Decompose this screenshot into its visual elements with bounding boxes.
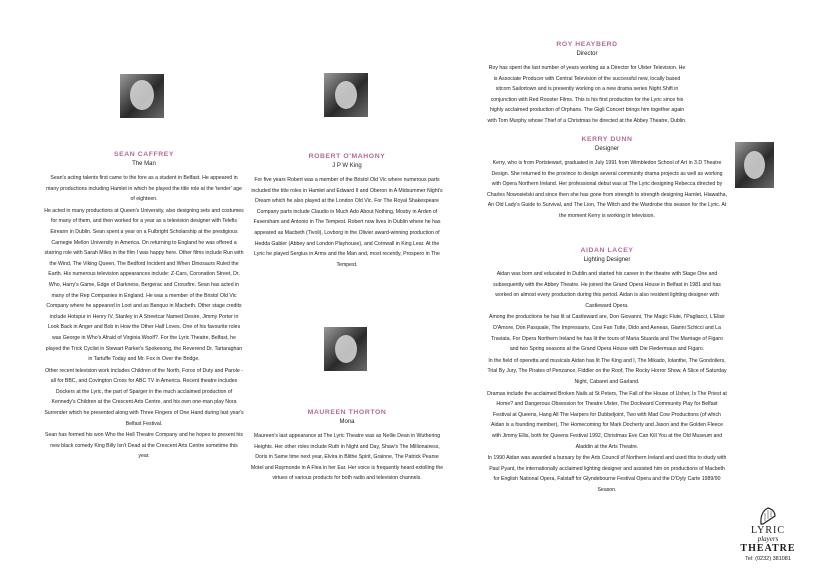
roy-heayberd-section — [487, 40, 687, 128]
robert-omahony-section — [250, 152, 444, 271]
maureen-thorton-photo — [324, 327, 367, 371]
person-role: The Man — [132, 161, 156, 167]
lyric-theatre-logo — [728, 506, 808, 564]
bio-paragraph: He acted in many productions at Queen's University, also designing sets and costumes for many of them, and then worked for a year as a television designer with Telefis Eireann in Dublin. Sean spent a year on a Fulbright Scholarship at the prestigious Carnegie Mellon University in America. On returning to England he was offered a starring role with Sarah Miles in the film I was happy here. Other films include Run with the Wind, The Viking Queen, The Bedford Incident and When Dinosaurs Ruled the Earth. His numerous television appearances include: Z-Cars, Coronation Street, Dr. Who, Harry's Game, Edge of Darkness, Bergerac and Crossfire. Sean has acted in many of the Rep Companies in England. He was a member of the Bristol Old Vic Company where he appeared in Loot and as Banquo in Macbeth. Other stage credits include Hotspur in Henry IV, Stanley in A Streetcar Named Desire, Jimmy Porter in Look Back in Anger and Bob in How the Other Half Loves. One of his favourite roles was George in Who's Afraid of Virginia Woolf?. For the Lyric Theatre, Belfast, he played the Trick Cyclist in Stewart Parker's Spokesong, the Reverend Dr. Tartaraghan in Tartuffe Today and Mr. Fox in Over the Bridge. — [44, 207, 244, 363]
bio-paragraph: For five years Robert was a member of the Bristol Old Vic where numerous parts included the title roles in Hamlet and Edward II and Oberon in A Midsummer Night's Dream which he also played at the London Old Vic. For The Royal Shakespeare Company parts include Claudio in Much Ado About Nothing, Mosby in Arden of Faversham and Antonio in The Tempest. Robert now lives in Dublin where he has appeared as Macbeth (Tivoli), Lovborg in the Olivier award-winning production of Hedda Gabler (Abbey and London Playhouse), and Cornwall in King Lear. At the Lyric he played Sergius in Arms and the Man and, most recently, Prospero in The Tempest. — [251, 177, 443, 268]
bio-paragraph: Other recent television work includes Children of the North, Force of Duty and Parole - all for BBC, and Covington Cross for ABC TV in America. Recent theatre includes Dockers at the Lyric, the part of Sparger in the much acclaimed production of Kennedy's Children at the Crescent Arts Centre, and his own one-man play Nora Surrender which he presented along with Three Fingers of One Hand during last year's Belfast Festival. — [44, 367, 244, 427]
person-name: MAUREEN THORTON — [307, 409, 387, 416]
robert-omahony-photo — [324, 73, 368, 117]
bio-paragraph: In 1990 Aidan was awarded a bursary by the Arts Council of Northern Ireland and used this to study with Paul Pyant, the internationally acclaimed lighting designer and assisted him on productions of Macbeth for English National Opera, Falstaff for Glyndebourne Festival Opera and the D'Oyly Carte 1989/90 Season. — [487, 455, 727, 493]
person-role: Lighting Designer — [583, 257, 631, 263]
bio-paragraph: In the field of operetta and musicals Aidan has lit The King and I, The Mikado, Iolanthe, The Gondoliers, Trial By Jury, The Pirates of Penzance, Fiddler on the Roof, The Rocky Horror Show, A Slice of Saturday Night, Cabaret and Garland. — [487, 357, 727, 385]
bio-paragraph: Aidan was born and educated in Dublin and started his career in the theatre with Stage One and subsequently with the Abbey Theatre. He joined the Grand Opera House in Belfast in 1981 and has worked on almost every production during this period. Aidan is also resident lighting designer with Castleward Opera. — [493, 271, 721, 309]
person-name: SEAN CAFFREY — [113, 151, 175, 158]
person-role: Designer — [594, 146, 619, 152]
person-role: Mona — [339, 419, 355, 425]
bio-paragraph: Roy has spent the last number of years working as a Director for Ulster Television. He is Associate Producer with Central Television of the successful new, locally based sitcom Sailortown and is presently working on a new drama series Night Shift in conjunction with Red Rooster Films. This is his first production for the Lyric since his highly acclaimed production of Orphans. The Gigli Concert brings him together again with Tom Murphy whose Thief of a Christmas he directed at the Abbey Theatre, Dublin. — [487, 65, 687, 124]
person-name: ROY HEAYBERD — [556, 41, 618, 48]
bio-paragraph: Sean has formed his won Who the Hell Theatre Company and he hopes to present his new black comedy King Billy Isn't Dead at the Crescent Arts Centre sometime this year. — [44, 432, 243, 460]
bio-paragraph: Sean's acting talents first came to the fore as a student in Belfast. He appeared in many productions including Hamlet in which he played the title role at the 'tender' age of eighteen. — [46, 175, 242, 203]
bio-paragraph: Dramas include the acclaimed Broken Nails at St Peters, The Fall of the House of Usher, Is The Priest at Home? and Dangerous Obsession for Theatre Ulster, The Dockward Community Play for Belfast Festival at Queens, Hang All The Harpers for Dubbeljoint, Two with Mad Cow Productions (of which Aidan is a founding member), The Homecoming for Mark Docherty and Jason and the Golden Fleece with Jimmy Ellis, both for Queens Festival 1992, Christmas Eve Can Kill You at the Old Museum and Aladdin at the Arts Theatre. — [487, 390, 727, 450]
bio-paragraph: Maureen's last appearance at The Lyric Theatre was as Nellie Dean in Wuthering Heights. Her other roles include Ruth in Night and Day, Shaw's The Millionairess, Doris in Same time next year, Elvira in Blithe Spirit, Grainne, The Patrick Pearse Motel and Raymonde in A Flea in her Ear. Her voice is frequently heard extolling the virtues of various products for both radio and television channels. — [250, 433, 444, 482]
kerry-dunn-section — [487, 135, 727, 223]
person-role: Director — [576, 51, 598, 57]
bio-paragraph: Kerry, who is from Portstewart, graduated in July 1991 from Wimbledon School of Art in 3.D Theatre Design. She returned to the province to design several community drama projects as well as working with Opera Northern Ireland. Her professional debut was at The Lyric designing Rebecca directed by Charles Nowosielski and since then she has gone from strength to strength designing Hamlet, Hiawatha, An Old Lady's Guide to Survival, and The Lion, The Witch and the Wardrobe this season for the Lyric. At the moment Kerry is working in television. — [487, 160, 727, 219]
logo-phone: Tel: (0232) 381081 — [745, 556, 791, 562]
logo-players: players — [757, 535, 779, 543]
logo-theatre: THEATRE — [740, 543, 796, 554]
person-name: KERRY DUNN — [581, 136, 633, 143]
sean-caffrey-section — [44, 150, 244, 463]
logo-lyric: LYRIC — [751, 525, 785, 536]
person-name: AIDAN LACEY — [580, 247, 634, 254]
bio-paragraph: Among the productions he has lit at Castleward are, Don Giovanni, The Magic Flute, I'Pagliacci, L'Elisir D'Amore, Don Pasquale, The Impressario, Cosi Fan Tutte, Dido and Aeneas, Gianni Schicci and La Traviata. For Opera Northern Ireland he has lit the tours of Maria Stuarda and The Marriage of Figaro and two Spring seasons at the Grand Opera House with Die Fledermaus and Figaro. — [488, 314, 725, 353]
person-name: ROBERT O'MAHONY — [308, 153, 386, 160]
maureen-thorton-section — [250, 408, 444, 485]
kerry-dunn-photo — [735, 142, 774, 188]
sean-caffrey-photo — [120, 74, 164, 118]
aidan-lacey-section — [487, 246, 727, 496]
harp-icon — [757, 506, 779, 526]
person-role: J P W King — [332, 163, 362, 169]
